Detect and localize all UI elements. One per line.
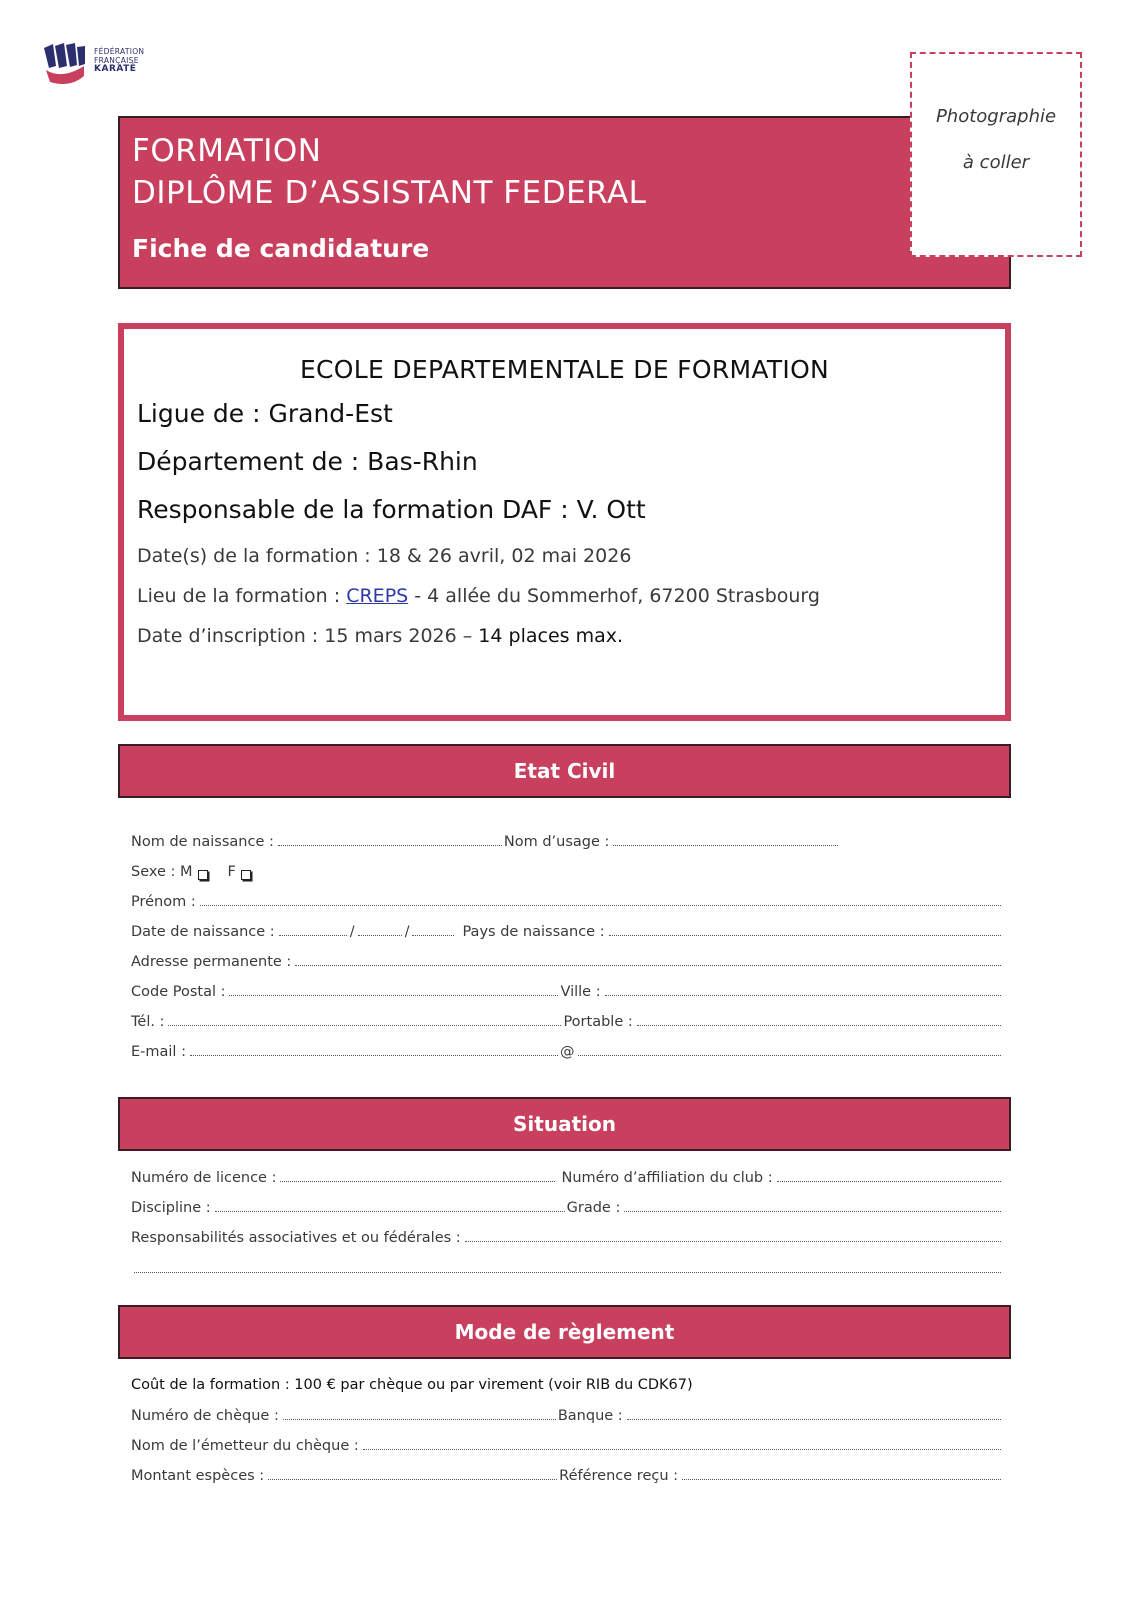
prenom-field[interactable] — [131, 890, 1001, 910]
prenom-line[interactable] — [200, 905, 1001, 906]
recu-line[interactable] — [682, 1479, 1001, 1480]
date-separator-1: / — [349, 924, 355, 940]
nom-naissance-label: Nom de naissance : — [131, 834, 274, 850]
code-postal-label: Code Postal : — [131, 984, 226, 1000]
banque-line[interactable] — [627, 1419, 1001, 1420]
logo-line-2: FRANÇAISE — [94, 56, 139, 65]
especes-label: Montant espèces : — [131, 1468, 265, 1484]
date-naissance-label: Date de naissance : — [131, 924, 275, 940]
emetteur-field[interactable] — [131, 1434, 1001, 1454]
departement-line: Département de : Bas-Rhin — [137, 447, 478, 476]
nom-naissance-line[interactable] — [278, 845, 502, 846]
school-title: ECOLE DEPARTEMENTALE DE FORMATION — [299, 355, 830, 384]
licence-field[interactable] — [131, 1166, 1001, 1186]
affiliation-label: Numéro d’affiliation du club : — [561, 1170, 773, 1186]
cheque-label: Numéro de chèque : — [131, 1408, 279, 1424]
emetteur-line[interactable] — [363, 1449, 1001, 1450]
cheque-field[interactable] — [131, 1404, 1001, 1424]
nom-usage-line[interactable] — [613, 845, 838, 846]
tel-line[interactable] — [168, 1025, 561, 1026]
inscription-places: 14 places max. — [478, 625, 624, 647]
page-title — [132, 130, 646, 214]
cout-formation: Coût de la formation : 100 € par chèque ou par virement (voir RIB du CDK67) — [131, 1377, 693, 1393]
header-banner — [118, 116, 1011, 289]
portable-line[interactable] — [637, 1025, 1001, 1026]
emetteur-label: Nom de l’émetteur du chèque : — [131, 1438, 359, 1454]
inscription-line — [137, 625, 623, 647]
tel-field[interactable] — [131, 1010, 1001, 1030]
dates-line: Date(s) de la formation : 18 & 26 avril, 02 mai 2026 — [137, 545, 632, 567]
discipline-line[interactable] — [215, 1211, 565, 1212]
logo-wordmark — [94, 47, 144, 74]
section-situation — [118, 1097, 1011, 1151]
adresse-field[interactable] — [131, 950, 1001, 970]
tel-label: Tél. : — [131, 1014, 165, 1030]
sexe-f-label: F — [227, 864, 236, 880]
email-field[interactable] — [131, 1040, 1001, 1060]
photo-placeholder — [910, 52, 1082, 257]
ffk-logo — [40, 42, 170, 92]
sexe-field — [131, 860, 431, 880]
ville-line[interactable] — [605, 995, 1001, 996]
portable-label: Portable : — [563, 1014, 633, 1030]
lieu-prefix: Lieu de la formation : — [137, 585, 347, 607]
responsable-line: Responsable de la formation DAF : V. Ott — [137, 495, 646, 524]
section-etat-civil — [118, 744, 1011, 798]
creps-link[interactable]: CREPS — [346, 585, 409, 607]
sexe-m-checkbox[interactable] — [198, 870, 208, 880]
date-year-line[interactable] — [412, 935, 454, 936]
banque-label: Banque : — [557, 1408, 623, 1424]
prenom-label: Prénom : — [131, 894, 196, 910]
grade-line[interactable] — [624, 1211, 1001, 1212]
code-postal-line[interactable] — [229, 995, 558, 996]
date-naissance-field[interactable] — [131, 920, 1001, 940]
section-situation-title: Situation — [513, 1112, 616, 1136]
page-subtitle: Fiche de candidature — [132, 234, 430, 263]
email-user-line[interactable] — [190, 1055, 558, 1056]
responsabilites-field[interactable] — [131, 1226, 1001, 1246]
date-separator-2: / — [404, 924, 410, 940]
photo-label-2: à coller — [962, 152, 1030, 173]
email-domain-line[interactable] — [578, 1055, 1001, 1056]
licence-label: Numéro de licence : — [131, 1170, 277, 1186]
karate-logo-icon — [40, 42, 88, 88]
email-at-sign: @ — [559, 1044, 575, 1060]
date-day-line[interactable] — [279, 935, 347, 936]
responsabilites-line[interactable] — [465, 1241, 1001, 1242]
photo-label-1: Photographie — [935, 106, 1057, 127]
pays-naissance-line[interactable] — [609, 935, 1001, 936]
especes-line[interactable] — [268, 1479, 557, 1480]
nom-naissance-field[interactable] — [131, 830, 838, 850]
title-line-2: DIPLÔME D’ASSISTANT FEDERAL — [132, 175, 647, 211]
grade-label: Grade : — [566, 1200, 621, 1216]
ligue-line: Ligue de : Grand-Est — [137, 399, 393, 428]
lieu-line — [137, 585, 820, 607]
lieu-suffix: - 4 allée du Sommerhof, 67200 Strasbourg — [408, 585, 820, 607]
logo-line-1: FÉDÉRATION — [94, 47, 145, 56]
licence-line[interactable] — [280, 1181, 555, 1182]
email-label: E-mail : — [131, 1044, 186, 1060]
pays-naissance-label: Pays de naissance : — [462, 924, 605, 940]
especes-field[interactable] — [131, 1464, 1001, 1484]
responsabilites-label: Responsabilités associatives et ou fédérales : — [131, 1230, 461, 1246]
adresse-label: Adresse permanente : — [131, 954, 292, 970]
affiliation-line[interactable] — [777, 1181, 1001, 1182]
section-etat-civil-title: Etat Civil — [513, 759, 616, 783]
cheque-line[interactable] — [283, 1419, 556, 1420]
inscription-prefix: Date d’inscription : 15 mars 2026 – — [137, 625, 479, 647]
nom-usage-label: Nom d’usage : — [503, 834, 610, 850]
discipline-label: Discipline : — [131, 1200, 211, 1216]
date-month-line[interactable] — [358, 935, 402, 936]
adresse-line[interactable] — [295, 965, 1001, 966]
school-info-box — [118, 323, 1011, 721]
logo-line-3: KARATÉ — [94, 64, 137, 74]
ville-label: Ville : — [560, 984, 601, 1000]
section-reglement-title: Mode de règlement — [454, 1320, 675, 1344]
title-line-1: FORMATION — [132, 133, 322, 169]
sexe-label: Sexe : M — [131, 864, 193, 880]
code-postal-field[interactable] — [131, 980, 1001, 1000]
sexe-f-checkbox[interactable] — [241, 870, 251, 880]
responsabilites-extra-field[interactable] — [134, 1257, 1001, 1277]
responsabilites-extra-line[interactable] — [134, 1272, 1001, 1273]
discipline-field[interactable] — [131, 1196, 1001, 1216]
recu-label: Référence reçu : — [559, 1468, 679, 1484]
section-reglement — [118, 1305, 1011, 1359]
